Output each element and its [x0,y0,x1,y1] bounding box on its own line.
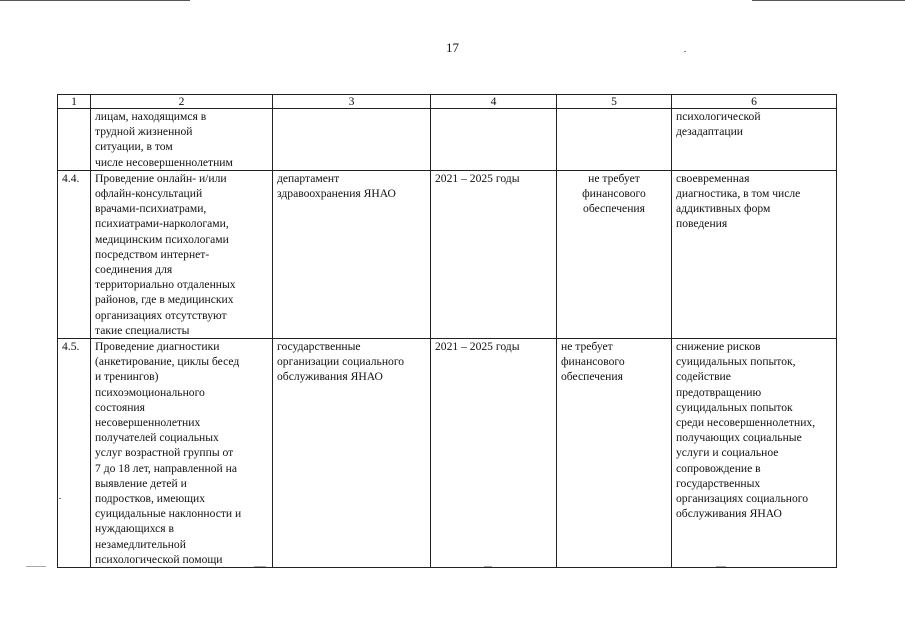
table-row [58,170,837,338]
result-cell: психологической дезадаптации [672,109,837,171]
scan-edge-line-bottom [484,566,492,567]
scan-edge-line-right [752,0,905,1]
period-cell [431,109,557,171]
period-cell: 2021 – 2025 годы [431,170,557,338]
event-cell: Проведение диагностики (анкетирование, циклы бесед и тренингов) психоэмоционального состояния несовершеннолетних получателей социальных услуг возрастной группы от 7 до 18 лет, направленной на выявление детей и подростков, имеющих суицидальные наклонности и нуждающихся в незамедлительной психологической помощи [91,339,273,568]
scan-speck [684,51,686,52]
scan-edge-line-left [0,0,190,1]
table-header-row [58,95,837,109]
financing-cell [557,109,672,171]
row-number: 4.4. [58,170,91,338]
scan-edge-line-bottom [254,566,266,567]
executor-cell: департамент здравоохранения ЯНАО [273,170,431,338]
column-header: 5 [557,95,672,109]
column-header: 1 [58,95,91,109]
column-header: 4 [431,95,557,109]
period-cell: 2021 – 2025 годы [431,339,557,568]
event-cell: лицам, находящимся в трудной жизненной ситуации, в том числе несовершеннолетним [91,109,273,171]
row-number [58,109,91,171]
column-header: 2 [91,95,273,109]
measures-table [57,94,837,568]
result-cell: снижение рисков суицидальных попыток, содействие предотвращению суицидальных попыток среди несовершеннолетних, получающих социальные услуги и социальное сопровождение в государственных организациях социального обслуживания ЯНАО [672,339,837,568]
page-number: 17 [446,40,459,55]
table-row [58,339,837,568]
column-header: 6 [672,95,837,109]
scan-edge-line-bottom [26,566,46,567]
executor-cell [273,109,431,171]
financing-cell: не требует финансового обеспечения [557,339,672,568]
event-cell: Проведение онлайн- и/или офлайн-консультаций врачами-психиатрами, психиатрами-наркологами, медицинским психологами посредством интернет- соединения для территориально отдаленных районов, где в медицинских организациях отсутствуют такие специалисты [91,170,273,338]
scan-edge-line-bottom [716,566,726,567]
row-number: 4.5. [58,339,91,568]
column-header: 3 [273,95,431,109]
table-row [58,109,837,171]
executor-cell: государственные организации социального обслуживания ЯНАО [273,339,431,568]
financing-cell: не требует финансового обеспечения [557,170,672,338]
result-cell: своевременная диагностика, в том числе аддиктивных форм поведения [672,170,837,338]
